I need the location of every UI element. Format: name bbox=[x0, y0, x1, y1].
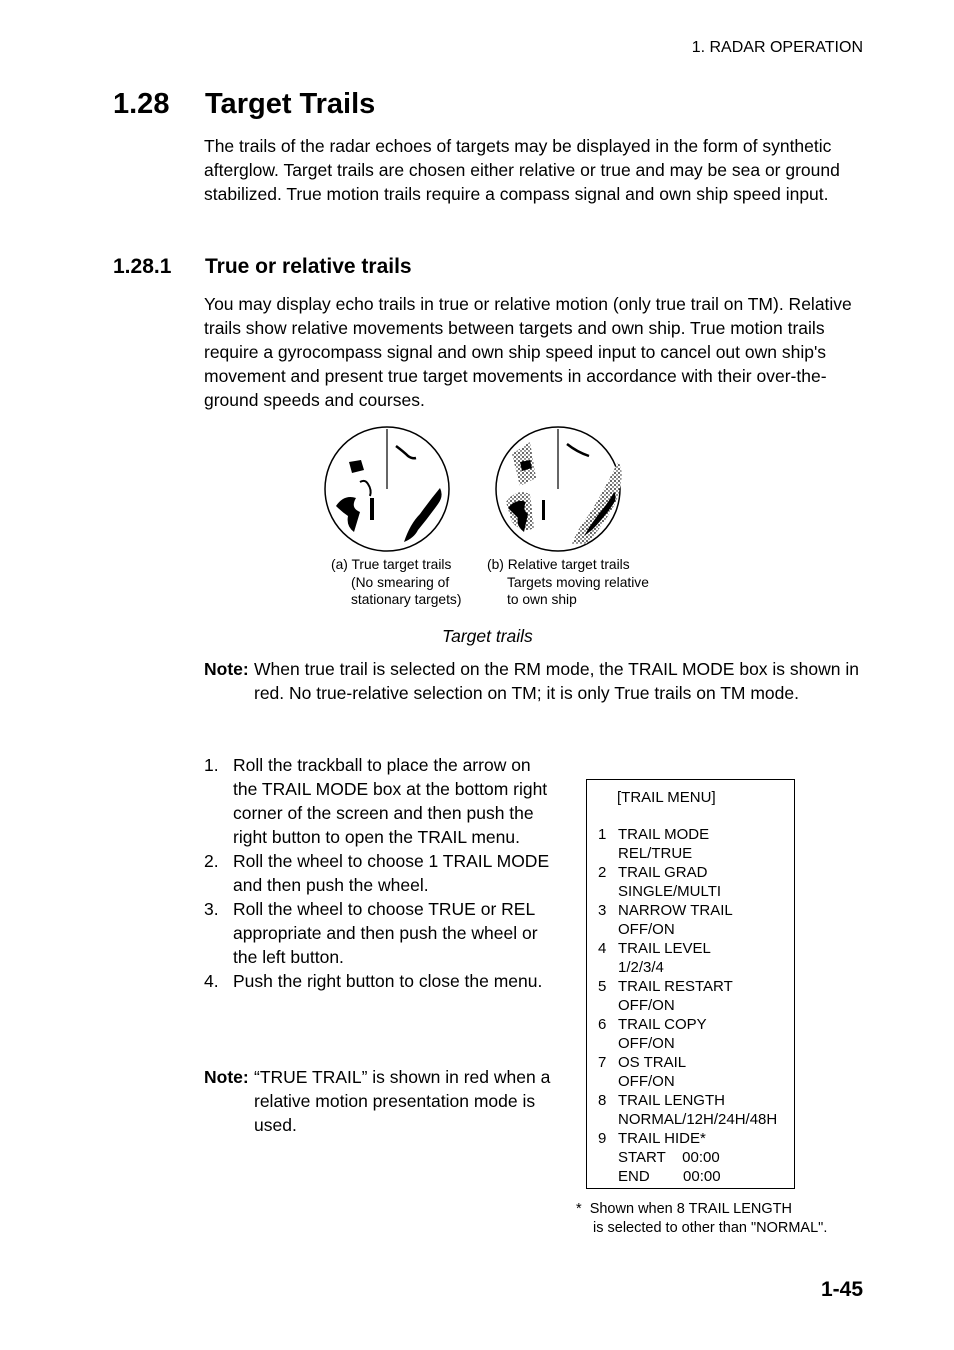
menu-item-options: OFF/ON bbox=[618, 997, 675, 1014]
step-text: Roll the wheel to choose TRUE or REL appropriate and then push the wheel or the left button. bbox=[233, 899, 538, 967]
menu-item-options: OFF/ON bbox=[618, 921, 675, 938]
menu-item-name: TRAIL LEVEL bbox=[618, 940, 711, 957]
note-trail-mode bbox=[204, 657, 864, 705]
menu-item-options: END 00:00 bbox=[618, 1168, 721, 1185]
caption-line: stationary targets) bbox=[351, 592, 462, 607]
menu-item-name: TRAIL MODE bbox=[618, 826, 710, 843]
menu-title: [TRAIL MENU] bbox=[617, 789, 716, 806]
target-trails-illustration bbox=[322, 424, 662, 554]
caption-line: to own ship bbox=[507, 592, 577, 607]
menu-item-options: REL/TRUE bbox=[618, 845, 693, 862]
true-trails-scope bbox=[325, 427, 449, 551]
caption-line: (No smearing of bbox=[351, 574, 450, 590]
step-text: Push the right button to close the menu. bbox=[233, 971, 543, 991]
caption-true-trails bbox=[331, 556, 461, 609]
menu-item bbox=[598, 1129, 777, 1186]
caption-line: (b) Relative target trails bbox=[487, 557, 630, 572]
menu-item-name: TRAIL GRAD bbox=[618, 864, 708, 881]
note-text: When true trail is selected on the RM mode, the TRAIL MODE box is shown in red. No true-relative selection on TM; it is only True trails on TM mode. bbox=[254, 659, 859, 703]
subsection-paragraph: You may display echo trails in true or relative motion (only true trail on TM). Relative trails show relative movements between targets and own ship. True motion trails require a gyrocompass signal and own ship speed input to cancel out own ship's movement and present true target movements in accordance with their over-the-ground speeds and courses. bbox=[204, 294, 852, 410]
menu-item bbox=[598, 939, 777, 977]
menu-item-options: START 00:00 bbox=[618, 1149, 720, 1166]
step-item bbox=[204, 897, 554, 969]
procedure-steps bbox=[204, 753, 554, 993]
menu-item bbox=[598, 1015, 777, 1053]
menu-item-number: 3 bbox=[598, 902, 607, 919]
menu-item bbox=[598, 863, 777, 901]
menu-item-options: OFF/ON bbox=[618, 1035, 675, 1052]
note-text: “TRUE TRAIL” is shown in red when a relative motion presentation mode is used. bbox=[254, 1067, 551, 1135]
menu-item-name: TRAIL HIDE* bbox=[618, 1130, 706, 1147]
menu-item-name: OS TRAIL bbox=[618, 1054, 687, 1071]
running-header: 1. RADAR OPERATION bbox=[691, 39, 863, 56]
menu-item-number: 6 bbox=[598, 1016, 607, 1033]
step-number: 1. bbox=[204, 755, 219, 775]
menu-item-name: TRAIL COPY bbox=[618, 1016, 707, 1033]
step-number: 4. bbox=[204, 971, 219, 991]
step-text: Roll the trackball to place the arrow on the TRAIL MODE box at the bottom right corner of the screen and then push the right button to open the TRAIL menu. bbox=[233, 755, 548, 847]
menu-item-options: 1/2/3/4 bbox=[618, 959, 664, 976]
footnote-line: * Shown when 8 TRAIL LENGTH bbox=[576, 1201, 792, 1217]
trail-menu-box bbox=[586, 779, 795, 1189]
menu-item-options: SINGLE/MULTI bbox=[618, 883, 722, 900]
menu-item-number: 2 bbox=[598, 864, 607, 881]
note-label: Note: bbox=[204, 1067, 249, 1087]
menu-item-number: 1 bbox=[598, 826, 607, 843]
menu-items bbox=[598, 825, 777, 1186]
menu-item bbox=[598, 1091, 777, 1129]
footnote-line: is selected to other than "NORMAL". bbox=[593, 1220, 828, 1236]
section-number: 1.28 bbox=[113, 88, 170, 120]
relative-trails-scope bbox=[496, 427, 622, 551]
subsection-title: True or relative trails bbox=[205, 255, 412, 278]
menu-item-options: NORMAL/12H/24H/48H bbox=[618, 1111, 778, 1128]
caption-line: Targets moving relative bbox=[507, 574, 649, 590]
menu-item-number: 4 bbox=[598, 940, 607, 957]
menu-item-name: NARROW TRAIL bbox=[618, 902, 733, 919]
menu-item-number: 8 bbox=[598, 1092, 607, 1109]
section-heading bbox=[113, 88, 375, 121]
step-number: 3. bbox=[204, 899, 219, 919]
menu-item bbox=[598, 977, 777, 1015]
step-item bbox=[204, 969, 554, 993]
menu-item-number: 9 bbox=[598, 1130, 607, 1147]
menu-item-name: TRAIL LENGTH bbox=[618, 1092, 725, 1109]
intro-paragraph: The trails of the radar echoes of targets may be displayed in the form of synthetic afterglow. Target trails are chosen either relative or true and may be sea or ground stabilized. True motion trails require a compass signal and own ship speed input. bbox=[204, 136, 840, 204]
step-text: Roll the wheel to choose 1 TRAIL MODE and then push the wheel. bbox=[233, 851, 550, 895]
menu-item-name: TRAIL RESTART bbox=[618, 978, 733, 995]
section-title: Target Trails bbox=[205, 88, 376, 120]
note-label: Note: bbox=[204, 659, 249, 679]
caption-relative-trails bbox=[487, 556, 649, 609]
menu-item-options: OFF/ON bbox=[618, 1073, 675, 1090]
menu-item bbox=[598, 825, 777, 863]
subsection-number: 1.28.1 bbox=[113, 255, 172, 278]
step-number: 2. bbox=[204, 851, 219, 871]
page-number: 1-45 bbox=[820, 1278, 863, 1301]
note-true-trail bbox=[204, 1065, 554, 1137]
caption-line: (a) True target trails bbox=[331, 557, 452, 572]
figure-title: Target trails bbox=[442, 626, 533, 646]
step-item bbox=[204, 849, 554, 897]
subsection-heading bbox=[113, 255, 412, 279]
footnote bbox=[576, 1200, 827, 1238]
menu-item bbox=[598, 901, 777, 939]
menu-item-number: 7 bbox=[598, 1054, 607, 1071]
menu-item bbox=[598, 1053, 777, 1091]
menu-item-number: 5 bbox=[598, 978, 607, 995]
step-item bbox=[204, 753, 554, 849]
